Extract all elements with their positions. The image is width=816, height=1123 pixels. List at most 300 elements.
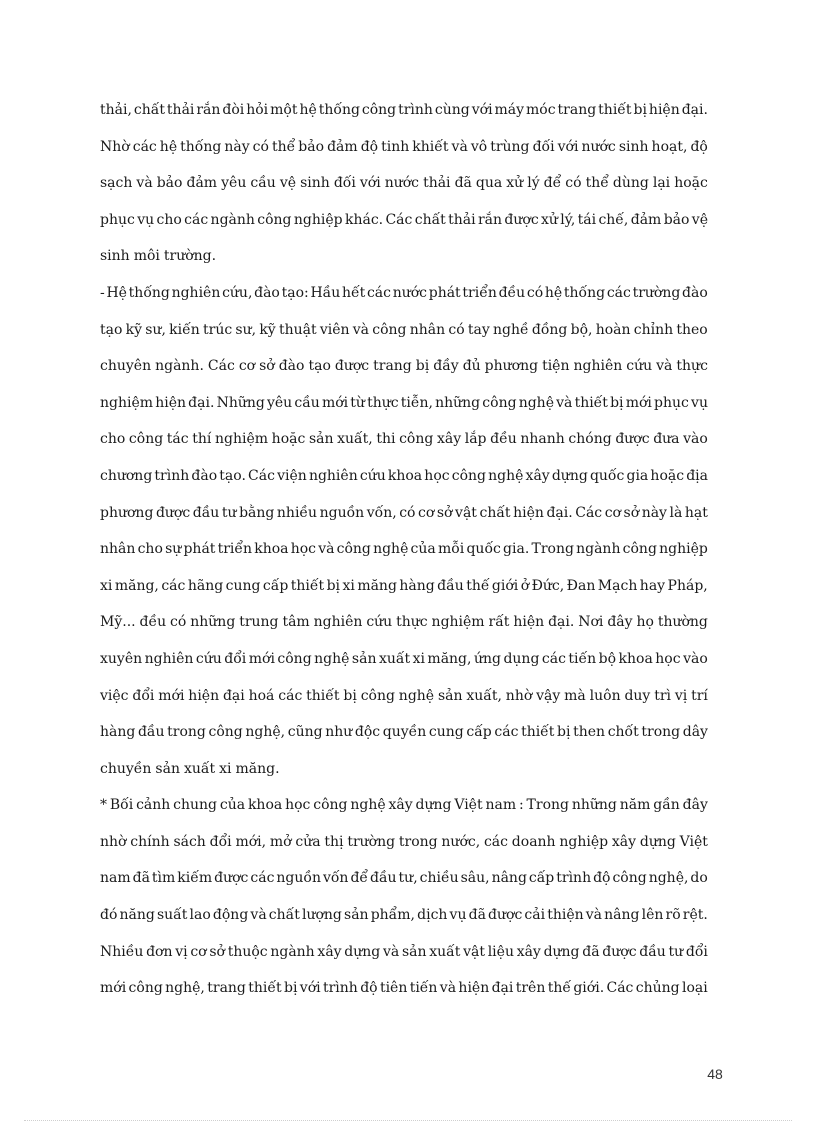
word: được: [602, 943, 637, 960]
word: này: [641, 504, 667, 521]
word: thuật: [278, 321, 317, 338]
word: đây: [682, 797, 708, 814]
word: và: [136, 175, 153, 192]
word: đều: [498, 284, 526, 301]
word: ngành: [210, 211, 255, 228]
text-line: [100, 824, 708, 861]
word: công: [313, 797, 348, 814]
word: độ: [690, 138, 708, 155]
word: thiết: [598, 102, 632, 118]
word: kiến: [169, 321, 200, 338]
text-line: [100, 678, 708, 715]
word: xi: [412, 650, 425, 667]
word: nghiệp: [559, 833, 609, 850]
word: hãng: [187, 577, 224, 594]
word: phát: [183, 541, 216, 558]
word: cấp: [262, 577, 289, 594]
word: có: [252, 138, 269, 155]
word: hiện: [458, 980, 490, 997]
word: độ: [593, 870, 611, 887]
word: thiết: [521, 724, 555, 741]
word: cứu,: [222, 284, 253, 301]
word: sở: [209, 943, 225, 960]
word: liệu: [487, 943, 514, 960]
word: đảm: [186, 175, 218, 192]
word: Trong: [526, 797, 569, 814]
word: trúc: [203, 321, 233, 338]
word: tái: [577, 211, 597, 228]
word: trang: [373, 358, 412, 375]
word: thải: [423, 175, 451, 192]
word: đầu: [437, 577, 464, 594]
word: trình: [556, 870, 592, 887]
text-line: [100, 275, 708, 312]
word: xi: [342, 577, 355, 594]
word: ngành.: [155, 358, 204, 375]
word: hoạt,: [651, 138, 688, 155]
word: hàng: [100, 724, 136, 741]
word: cũng: [287, 724, 323, 741]
word: để: [543, 175, 562, 192]
word: công: [451, 467, 486, 484]
word: công: [128, 431, 164, 448]
word: phục: [100, 211, 135, 228]
word: phương: [484, 358, 539, 375]
word: đổi: [209, 833, 232, 850]
word: trang: [207, 980, 246, 997]
text-line: [100, 385, 708, 422]
word: lại: [652, 175, 671, 192]
word: vệ: [279, 175, 297, 192]
word: nghệ,: [648, 870, 689, 887]
word: hỏi: [246, 102, 269, 118]
word: cung: [225, 577, 261, 594]
word: thiết: [248, 980, 282, 997]
word: bị: [557, 724, 571, 741]
word: phẩm,: [370, 907, 415, 924]
word: chóng: [568, 431, 612, 448]
word: chiều: [419, 870, 459, 887]
word: công: [360, 687, 395, 704]
word: tiễn,: [400, 394, 433, 411]
word: cho: [137, 541, 163, 558]
word: dùng: [612, 175, 649, 192]
word: nguồn: [319, 504, 365, 521]
word: và: [352, 321, 370, 338]
page-number: 48: [707, 1066, 723, 1082]
word: dịch: [417, 907, 448, 924]
word: thiết: [306, 687, 340, 704]
text-line: [100, 202, 708, 239]
word: xây: [436, 431, 462, 448]
word: nhờ: [100, 833, 127, 850]
word: mới,: [235, 833, 267, 850]
word: sản: [344, 907, 369, 924]
word: phương: [100, 504, 154, 521]
text-line: [100, 860, 708, 897]
word: hiện: [188, 687, 220, 704]
word: Các: [385, 211, 413, 228]
text-line: [100, 604, 708, 641]
word: sở: [436, 504, 453, 521]
word: cảnh: [136, 797, 171, 814]
word: nước: [581, 138, 616, 155]
word: thế: [466, 577, 490, 594]
word: trình: [398, 102, 433, 118]
word: qua: [475, 175, 503, 192]
word: nghiên: [308, 467, 358, 484]
word: khiết: [412, 138, 449, 155]
word: những: [435, 394, 481, 411]
word: học: [290, 541, 316, 558]
text-line: [100, 714, 708, 751]
word: khác.: [344, 211, 384, 228]
word: nghệ: [518, 394, 554, 411]
word: vụ: [137, 211, 155, 228]
word: thiện: [547, 907, 584, 924]
word: xuất: [183, 760, 216, 777]
word: bảo: [156, 175, 183, 192]
word: nghệ: [314, 650, 350, 667]
word: học: [655, 650, 681, 667]
text-line: [100, 970, 708, 1007]
word: với: [359, 175, 381, 192]
word: dựng: [415, 797, 452, 814]
text-line: [100, 129, 708, 166]
word: viện: [277, 467, 307, 484]
word: bảo: [298, 138, 325, 155]
text-line: [100, 421, 708, 458]
word: dựng: [639, 833, 676, 850]
word: vật: [463, 943, 485, 960]
word: công: [622, 541, 657, 558]
word: đại.: [548, 614, 575, 631]
word: sản: [401, 943, 427, 960]
word: doanh: [511, 833, 556, 850]
word: thuộc: [227, 943, 268, 960]
word: đòi: [222, 102, 245, 118]
word: thống: [180, 138, 222, 155]
word: phát: [428, 284, 461, 301]
word: Hầu: [310, 284, 341, 301]
word: mới: [100, 980, 127, 997]
word: yêu: [221, 175, 247, 192]
word: nghệ,: [245, 724, 286, 741]
word: sinh: [100, 248, 130, 265]
word: và: [382, 943, 400, 960]
word: được: [504, 211, 539, 228]
word: nghiên: [313, 614, 363, 631]
word: xuất: [429, 943, 461, 960]
word: bằng: [239, 504, 275, 521]
word: trong: [167, 724, 206, 741]
word: nâng: [491, 870, 527, 887]
word: họ: [636, 614, 654, 631]
word: kỹ: [259, 321, 276, 338]
text-line: [100, 751, 708, 788]
word: sản: [155, 760, 180, 777]
word: gia.: [503, 541, 530, 558]
word: nghiên: [171, 284, 221, 301]
word: móc: [526, 102, 556, 118]
word: Mỹ...: [100, 614, 136, 631]
word: thống: [563, 284, 606, 301]
word: cùng: [434, 102, 470, 118]
word: các: [132, 138, 157, 155]
word: tư: [221, 504, 237, 521]
word: luôn: [589, 687, 621, 704]
word: then: [573, 724, 606, 741]
word: trình: [322, 980, 358, 997]
word: là: [669, 504, 683, 521]
word: rắn: [196, 102, 221, 118]
word: các: [541, 650, 566, 667]
word: thường: [657, 614, 708, 631]
word: Những: [216, 394, 265, 411]
word: xử: [506, 175, 524, 192]
word: trang: [557, 102, 597, 118]
word: hoặc: [674, 175, 708, 192]
word: cung: [428, 724, 464, 741]
word: ứng: [473, 650, 501, 667]
word: hiện: [155, 394, 186, 411]
word: các: [494, 724, 519, 741]
word: xây: [525, 467, 550, 484]
word: nam: [100, 870, 131, 887]
word: hết: [341, 284, 366, 301]
word: vậy: [536, 687, 561, 704]
word: máy: [494, 102, 525, 118]
word: học: [424, 467, 450, 484]
word: với: [557, 138, 579, 155]
word: măng: [357, 577, 397, 594]
word: sạch: [100, 175, 133, 192]
word: chất: [414, 211, 446, 228]
word: tiện: [542, 358, 570, 375]
page-bottom-divider: [24, 1120, 792, 1121]
word: hiện: [513, 504, 544, 521]
word: cấp: [466, 724, 492, 741]
word: đổi: [685, 943, 708, 960]
word: cho: [100, 431, 126, 448]
text-line: [100, 897, 708, 934]
word: đơn: [146, 943, 173, 960]
word: Nhờ: [100, 138, 130, 155]
word: đã: [132, 870, 150, 887]
word: chủng: [635, 980, 680, 997]
word: vào: [683, 650, 708, 667]
word: duy: [624, 687, 651, 704]
word: cứu: [626, 358, 653, 375]
word: đầu: [137, 724, 165, 741]
word: sâu,: [460, 870, 490, 887]
word: được: [155, 504, 191, 521]
word: cơ: [238, 358, 256, 375]
word: hệ: [544, 284, 563, 301]
word: tư: [668, 943, 684, 960]
text-line: [100, 495, 708, 532]
word: với: [299, 980, 321, 997]
text-line: [100, 92, 708, 129]
word: lắp: [464, 431, 487, 448]
word: tâm: [282, 614, 310, 631]
word: trường: [347, 833, 396, 850]
word: triển: [462, 284, 497, 301]
word: cho: [156, 211, 182, 228]
word: trung: [239, 614, 279, 631]
word: cầu: [250, 175, 276, 192]
word: đầu: [639, 943, 666, 960]
word: nghiệp: [293, 211, 343, 228]
word: công: [257, 211, 292, 228]
word: cơ: [418, 504, 435, 521]
word: xây: [611, 833, 637, 850]
word: đại.: [188, 394, 215, 411]
word: cơ: [604, 504, 621, 521]
word: chuyên: [100, 358, 152, 375]
word: triển: [217, 541, 253, 558]
word: kiếm: [177, 870, 213, 887]
word: các: [184, 211, 209, 228]
word: đưa: [653, 431, 680, 448]
word: xây: [516, 943, 541, 960]
word: trên: [515, 980, 546, 997]
word: xây: [388, 797, 413, 814]
word: đại.: [546, 504, 573, 521]
word: mở: [269, 833, 292, 850]
word: nghiệm: [100, 394, 154, 411]
text-line: [100, 934, 708, 971]
word: công: [482, 394, 517, 411]
word: chất: [133, 102, 165, 118]
word: *: [100, 797, 107, 814]
word: Pháp,: [667, 577, 708, 594]
word: công: [399, 431, 434, 448]
word: được: [488, 907, 523, 924]
word: tiến: [409, 980, 438, 997]
word: hạt: [684, 504, 708, 521]
word: vào: [683, 431, 708, 448]
word: dụng: [503, 650, 540, 667]
word: vô: [470, 138, 488, 155]
word: sinh: [300, 175, 330, 192]
word: măng,: [427, 650, 472, 667]
word: thực: [396, 614, 428, 631]
word: độ: [360, 138, 379, 155]
word: hay: [639, 577, 666, 594]
word: trình: [154, 467, 190, 484]
word: trường: [632, 284, 681, 301]
word: và: [451, 138, 468, 155]
word: hoặc: [271, 431, 306, 448]
word: Nhiều: [100, 943, 144, 960]
word: và: [318, 541, 335, 558]
word: đào: [191, 467, 218, 484]
word: khoa: [254, 541, 289, 558]
word: bị: [343, 687, 357, 704]
word: đổi: [224, 650, 247, 667]
word: tiến: [568, 650, 597, 667]
word: xuyên: [100, 650, 143, 667]
word: lý,: [560, 211, 576, 228]
word: quốc: [466, 541, 501, 558]
word: bộ: [598, 650, 617, 667]
word: nghiệm: [431, 614, 485, 631]
word: các: [250, 870, 275, 887]
word: tạo:: [281, 284, 309, 301]
word: nhân: [100, 541, 136, 558]
word: chung: [173, 797, 218, 814]
word: hoàn: [595, 321, 631, 338]
word: sách: [173, 833, 206, 850]
word: có: [565, 175, 582, 192]
text-line: [100, 568, 708, 605]
word: công: [361, 102, 397, 118]
word: Các: [248, 467, 275, 484]
word: địa: [686, 467, 708, 484]
word: tay: [467, 321, 490, 338]
word: và: [556, 394, 573, 411]
body-text: [100, 92, 708, 1007]
word: xuất: [378, 650, 411, 667]
word: chất: [268, 907, 300, 924]
word: đại: [491, 980, 514, 997]
word: nghề: [493, 321, 529, 338]
word: có: [170, 614, 187, 631]
word: công: [128, 980, 163, 997]
word: tìm: [151, 870, 176, 887]
word: Nơi: [578, 614, 604, 631]
word: loại: [681, 980, 708, 997]
word: thực: [676, 358, 708, 375]
word: năng: [119, 907, 155, 924]
word: chỉnh: [633, 321, 674, 338]
word: công: [336, 541, 371, 558]
word: gần: [653, 797, 680, 814]
word: những: [190, 614, 236, 631]
word: thể: [585, 175, 609, 192]
word: Hệ: [106, 284, 127, 301]
word: thải: [166, 102, 195, 118]
word: đầy: [433, 358, 459, 375]
word: bị: [326, 577, 341, 594]
word: :: [518, 797, 524, 814]
word: bị: [415, 358, 430, 375]
word: sư,: [235, 321, 257, 338]
word: kỹ: [125, 321, 143, 338]
word: sở: [259, 358, 275, 375]
word: đó: [100, 907, 118, 924]
word: một: [270, 102, 298, 118]
word: chốt: [607, 724, 639, 741]
word: nước: [392, 284, 428, 301]
word: hiện: [513, 614, 545, 631]
text-line: [100, 165, 708, 202]
word: nghiên: [144, 650, 194, 667]
text-line: [100, 531, 708, 568]
word: xi: [100, 577, 113, 594]
text-line: [100, 787, 708, 824]
word: nghệ,: [165, 980, 205, 997]
word: Việt: [454, 797, 483, 814]
word: sản: [437, 687, 463, 704]
word: nhanh: [520, 431, 565, 448]
word: các: [483, 833, 508, 850]
word: có: [526, 284, 544, 301]
word: chất: [479, 504, 511, 521]
word: vụ: [691, 394, 708, 411]
word: các: [278, 687, 303, 704]
